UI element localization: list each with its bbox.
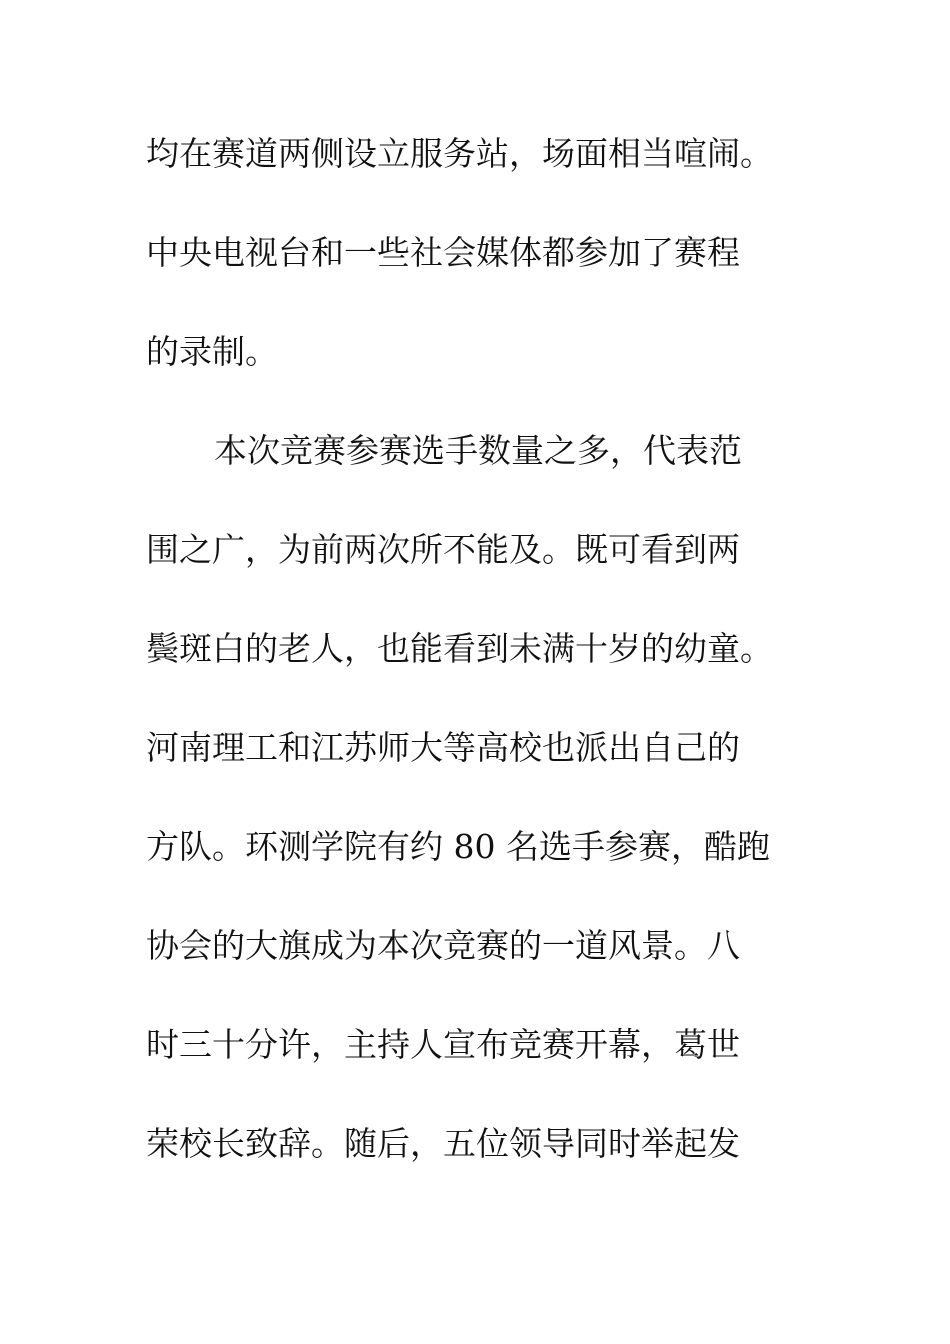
text-line: 围之广，为前两次所不能及。既可看到两 bbox=[146, 530, 740, 569]
text-line: 荣校长致辞。随后，五位领导同时举起发 bbox=[146, 1124, 740, 1163]
text-line: 中央电视台和一些社会媒体都参加了赛程 bbox=[146, 233, 740, 272]
text-line: 的录制。 bbox=[146, 332, 278, 371]
text-line: 协会的大旗成为本次竞赛的一道风景。八 bbox=[146, 926, 740, 965]
text-line: 鬓斑白的老人，也能看到未满十岁的幼童。 bbox=[146, 629, 773, 668]
body-text bbox=[146, 123, 826, 1212]
text-line: 方队。环测学院有约 80 名选手参赛，酷跑 bbox=[146, 827, 770, 866]
paragraph-start-line: 本次竞赛参赛选手数量之多，代表范 bbox=[214, 431, 742, 470]
text-line: 时三十分许，主持人宣布竞赛开幕，葛世 bbox=[146, 1025, 740, 1064]
text-line: 均在赛道两侧设立服务站，场面相当喧闹。 bbox=[146, 134, 773, 173]
text-line: 河南理工和江苏师大等高校也派出自己的 bbox=[146, 728, 740, 767]
